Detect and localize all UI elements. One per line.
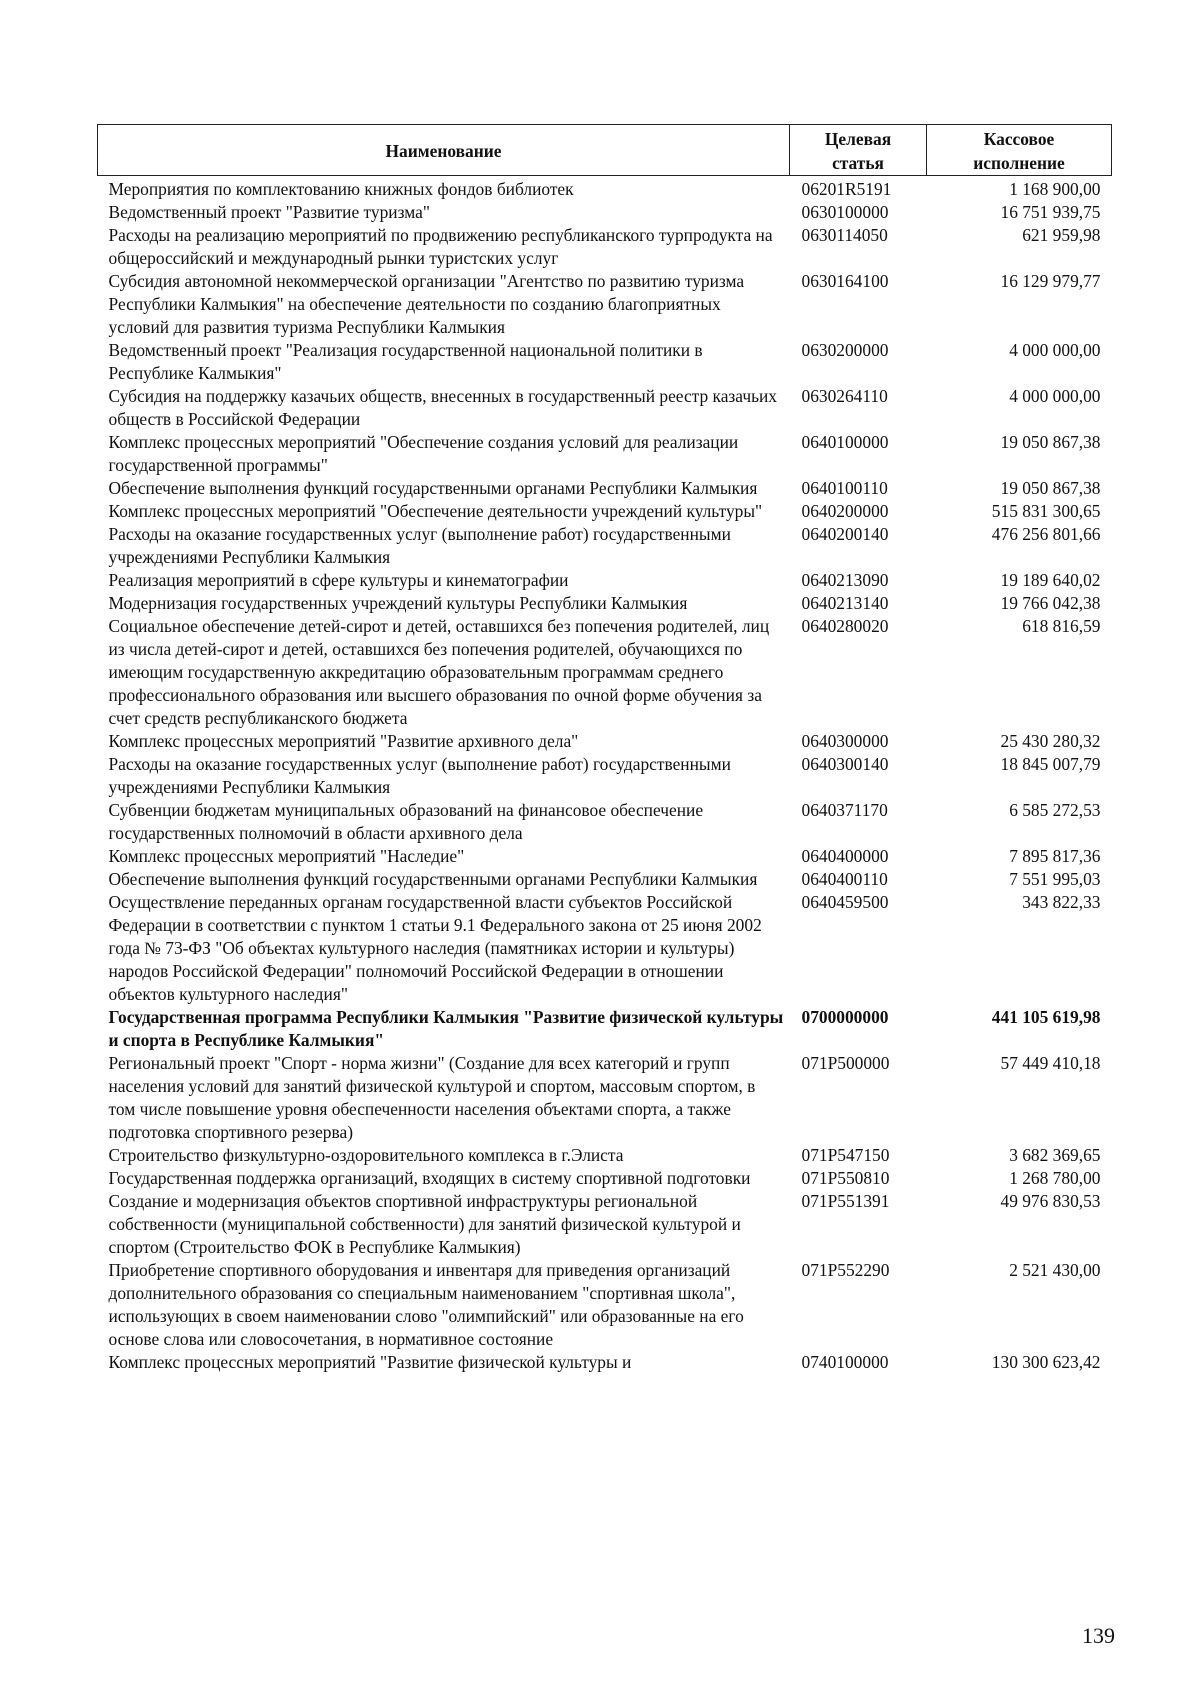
table-row: [98, 431, 1112, 477]
row-amount-cell: 476 256 801,66: [991, 524, 1101, 544]
table-row: [98, 176, 1112, 202]
table-row: [98, 1144, 1112, 1167]
row-amount-cell: 18 845 007,79: [1000, 754, 1101, 774]
row-amount-cell: 19 189 640,02: [1000, 570, 1101, 590]
row-amount-cell: 343 822,33: [1022, 892, 1101, 912]
row-code-cell: 0640200140: [801, 524, 889, 544]
row-name-cell: Субсидия на поддержку казачьих обществ, внесенных в государственный реестр казачьих обществ в Российской Федерации: [108, 386, 778, 429]
row-code-cell: 071P547150: [801, 1145, 890, 1165]
row-name-cell: Социальное обеспечение детей-сирот и детей, оставшихся без попечения родителей, лиц из числа детей-сирот и детей, оставшихся без попечения родителей, обучающихся по имеющим государственную аккредитацию образовательным программам среднего профессионального образования или высшего образования по очной форме обучения за счет средств республиканского бюджета: [108, 616, 770, 728]
row-amount-cell: 618 816,59: [1022, 616, 1101, 636]
table-row: [98, 385, 1112, 431]
row-amount-cell: 16 751 939,75: [1000, 202, 1101, 222]
table-row: [98, 339, 1112, 385]
row-amount-cell: 130 300 623,42: [991, 1352, 1101, 1372]
row-code-cell: 0640459500: [801, 892, 889, 912]
row-amount-cell: 25 430 280,32: [1000, 731, 1101, 751]
row-name-cell: Ведомственный проект "Развитие туризма": [108, 202, 430, 222]
row-amount-cell: 621 959,98: [1022, 225, 1101, 245]
row-name-cell: Мероприятия по комплектованию книжных фондов библиотек: [108, 179, 574, 199]
row-name-cell: Комплекс процессных мероприятий "Обеспечение создания условий для реализации государственной программы": [108, 432, 739, 475]
table-row: [98, 270, 1112, 339]
row-code-cell: 0630164100: [801, 271, 889, 291]
table-row: [98, 845, 1112, 868]
row-amount-cell: 2 521 430,00: [1009, 1260, 1101, 1280]
row-code-cell: 0640300000: [801, 731, 889, 751]
row-name-cell: Обеспечение выполнения функций государственными органами Республики Калмыкия: [108, 478, 758, 498]
row-name-cell: Субсидия автономной некоммерческой организации "Агентство по развитию туризма Республики Калмыкия" на обеспечение деятельности по созданию благоприятных условий для развития туризма Республики Калмыкия: [108, 271, 745, 337]
table-row: [98, 868, 1112, 891]
row-code-cell: 071P552290: [801, 1260, 890, 1280]
table-row: [98, 477, 1112, 500]
row-code-cell: 0630114050: [801, 225, 888, 245]
budget-execution-table: [97, 124, 1112, 1374]
table-row: [98, 592, 1112, 615]
row-code-cell: 0630100000: [801, 202, 889, 222]
row-amount-cell: 16 129 979,77: [1000, 271, 1101, 291]
row-amount-cell: 49 976 830,53: [1000, 1191, 1101, 1211]
row-name-cell: Строительство физкультурно-оздоровительного комплекса в г.Элиста: [108, 1145, 624, 1165]
row-amount-cell: 515 831 300,65: [991, 501, 1101, 521]
row-name-cell: Комплекс процессных мероприятий "Развитие физической культуры и: [108, 1352, 632, 1372]
row-code-cell: 0640400000: [801, 846, 889, 866]
row-code-cell: 0700000000: [801, 1007, 889, 1027]
row-code-cell: 0640100110: [801, 478, 888, 498]
row-name-cell: Региональный проект "Спорт - норма жизни" (Создание для всех категорий и групп населения условий для занятий физической культурой и спортом, массовым спортом, в том числе повышение уровня обеспеченности населения объектами спорта, а также подготовка спортивного резерва): [108, 1053, 756, 1142]
header-amount: [927, 125, 1112, 176]
header-code-line1: Целевая: [824, 129, 892, 149]
row-amount-cell: 441 105 619,98: [991, 1007, 1101, 1027]
row-name-cell: Расходы на реализацию мероприятий по продвижению республиканского турпродукта на общероссийский и международный рынки туристских услуг: [108, 225, 773, 268]
row-amount-cell: 19 766 042,38: [1000, 593, 1101, 613]
row-amount-cell: 7 895 817,36: [1009, 846, 1101, 866]
row-name-cell: Комплекс процессных мероприятий "Обеспечение деятельности учреждений культуры": [108, 501, 763, 521]
row-code-cell: 0640371170: [801, 800, 888, 820]
table-row: [98, 891, 1112, 1006]
table-row: [98, 224, 1112, 270]
table-header: [98, 125, 1112, 176]
table-row: [98, 500, 1112, 523]
row-amount-cell: 19 050 867,38: [1000, 432, 1101, 452]
row-code-cell: 0640213140: [801, 593, 889, 613]
table-row: [98, 1052, 1112, 1144]
row-code-cell: 06201R5191: [801, 179, 892, 199]
table-row: [98, 799, 1112, 845]
row-code-cell: 0640400110: [801, 869, 888, 889]
table-row: [98, 1167, 1112, 1190]
row-name-cell: Расходы на оказание государственных услуг (выполнение работ) государственными учреждениями Республики Калмыкия: [108, 524, 731, 567]
row-amount-cell: 4 000 000,00: [1009, 340, 1101, 360]
page-number: 139: [1082, 1623, 1115, 1648]
row-code-cell: 0740100000: [801, 1352, 889, 1372]
table-row: [98, 753, 1112, 799]
row-name-cell: Государственная программа Республики Калмыкия "Развитие физической культуры и спорта в Республике Калмыкия": [108, 1007, 784, 1050]
row-name-cell: Субвенции бюджетам муниципальных образований на финансовое обеспечение государственных полномочий в области архивного дела: [108, 800, 704, 843]
table-row: [98, 1006, 1112, 1052]
row-code-cell: 0640213090: [801, 570, 889, 590]
row-name-cell: Ведомственный проект "Реализация государственной национальной политики в Республике Калмыкия": [108, 340, 703, 383]
table-row: [98, 1351, 1112, 1374]
row-code-cell: 0630200000: [801, 340, 889, 360]
header-name: Наименование: [98, 125, 790, 176]
table-row: [98, 201, 1112, 224]
table-row: [98, 615, 1112, 730]
row-code-cell: 0640200000: [801, 501, 889, 521]
row-name-cell: Создание и модернизация объектов спортивной инфраструктуры региональной собственности (муниципальной собственности) для занятий физической культурой и спортом (Строительство ФОК в Республике Калмыкия): [108, 1191, 741, 1257]
row-code-cell: 0640100000: [801, 432, 889, 452]
row-amount-cell: 1 168 900,00: [1009, 179, 1101, 199]
row-code-cell: 0630264110: [801, 386, 888, 406]
row-amount-cell: 1 268 780,00: [1009, 1168, 1101, 1188]
row-name-cell: Комплекс процессных мероприятий "Наследие": [108, 846, 465, 866]
header-amount-line1: Кассовое: [983, 129, 1055, 149]
table-row: [98, 569, 1112, 592]
row-code-cell: 071P550810: [801, 1168, 890, 1188]
row-name-cell: Государственная поддержка организаций, входящих в систему спортивной подготовки: [108, 1168, 751, 1188]
table-row: [98, 730, 1112, 753]
row-amount-cell: 7 551 995,03: [1009, 869, 1101, 889]
row-name-cell: Реализация мероприятий в сфере культуры и кинематографии: [108, 570, 569, 590]
row-code-cell: 0640300140: [801, 754, 889, 774]
header-code-line2: статья: [832, 153, 884, 173]
row-name-cell: Осуществление переданных органам государственной власти субъектов Российской Федерации в соответствии с пунктом 1 статьи 9.1 Федерального закона от 25 июня 2002 года № 73-ФЗ "Об объектах культурного наследия (памятниках истории и культуры) народов Российской Федерации" полномочий Российской Федерации в отношении объектов культурного наследия": [108, 892, 762, 1004]
row-code-cell: 0640280020: [801, 616, 889, 636]
row-name-cell: Обеспечение выполнения функций государственными органами Республики Калмыкия: [108, 869, 758, 889]
row-name-cell: Приобретение спортивного оборудования и инвентаря для приведения организаций дополнительного образования со специальным наименованием "спортивная школа", использующих в своем наименовании слово "олимпийский" или образованные на его основе слова или словосочетания, в нормативное состояние: [108, 1260, 744, 1349]
row-amount-cell: 19 050 867,38: [1000, 478, 1101, 498]
row-amount-cell: 6 585 272,53: [1009, 800, 1101, 820]
row-amount-cell: 57 449 410,18: [1000, 1053, 1101, 1073]
row-code-cell: 071P500000: [801, 1053, 890, 1073]
table-row: [98, 1190, 1112, 1259]
header-code: [790, 125, 927, 176]
row-amount-cell: 4 000 000,00: [1009, 386, 1101, 406]
row-name-cell: Комплекс процессных мероприятий "Развитие архивного дела": [108, 731, 579, 751]
row-name-cell: Расходы на оказание государственных услуг (выполнение работ) государственными учреждениями Республики Калмыкия: [108, 754, 731, 797]
row-amount-cell: 3 682 369,65: [1009, 1145, 1101, 1165]
table-body: [98, 176, 1112, 1375]
table-row: [98, 523, 1112, 569]
table-row: [98, 1259, 1112, 1351]
header-amount-line2: исполнение: [973, 153, 1065, 173]
row-code-cell: 071P551391: [801, 1191, 890, 1211]
row-name-cell: Модернизация государственных учреждений культуры Республики Калмыкия: [108, 593, 688, 613]
